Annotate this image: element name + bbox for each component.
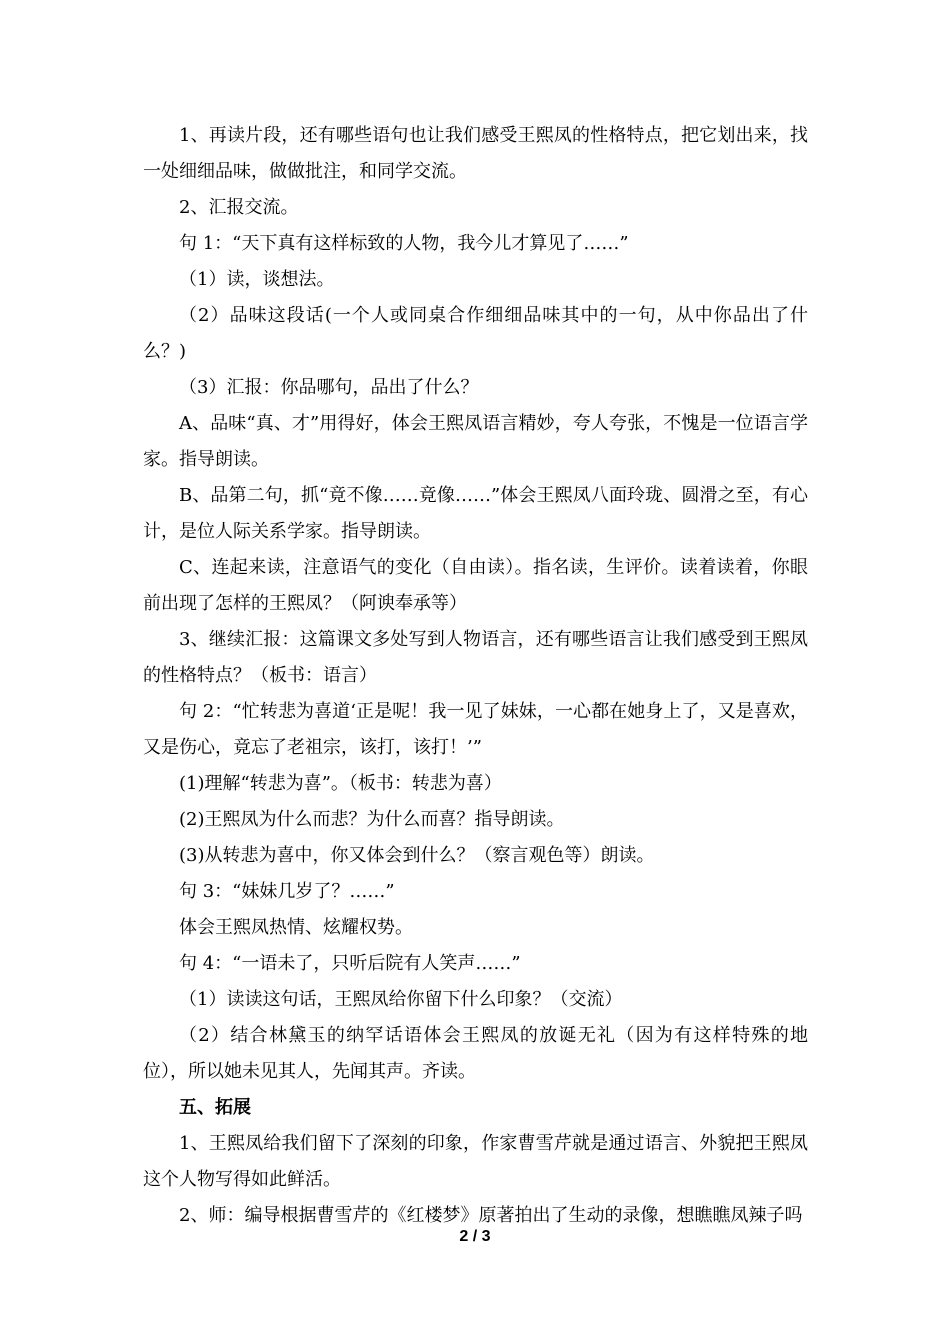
- paragraph-18: （1）读读这句话，王熙凤给你留下什么印象？（交流）: [179, 989, 623, 1010]
- paragraph-5: （2）品味这段话(一个人或同桌合作细细品味其中的一句，从中你品出了什么？): [143, 305, 808, 362]
- paragraph-19: （2）结合林黛玉的纳罕话语体会王熙凤的放诞无礼（因为有这样特殊的地位），所以她未见其人，先闻其声。齐读。: [143, 1025, 808, 1082]
- paragraph-14: (3)从转悲为喜中，你又体会到什么？（察言观色等）朗读。: [179, 845, 655, 866]
- paragraph-11: 句 2：“忙转悲为喜道‘正是呢！我一见了妹妹，一心都在她身上了，又是喜欢， 又是伤心，竟忘了老祖宗，该打，该打！’”: [143, 701, 814, 758]
- document-body: [143, 118, 814, 1234]
- paragraph-16: 体会王熙凤热情、炫耀权势。: [179, 917, 413, 938]
- paragraph-13: (2)王熙凤为什么而悲？为什么而喜？指导朗读。: [179, 809, 565, 830]
- section-heading: 五、拓展: [179, 1097, 251, 1118]
- paragraph-17: 句 4：“一语未了，只听后院有人笑声……”: [179, 953, 521, 974]
- section-paragraph-1: 1、王熙凤给我们留下了深刻的印象，作家曹雪芹就是通过语言、外貌把王熙凤这个人物写得如此鲜活。: [143, 1133, 808, 1190]
- paragraph-12: (1)理解“转悲为喜”。（板书：转悲为喜）: [179, 773, 502, 794]
- paragraph-6: （3）汇报：你品哪句，品出了什么？: [179, 377, 479, 398]
- paragraph-10: 3、继续汇报：这篇课文多处写到人物语言，还有哪些语言让我们感受到王熙凤的性格特点？（板书：语言）: [143, 629, 808, 686]
- paragraph-3: 句 1：“天下真有这样标致的人物，我今儿才算见了……”: [179, 233, 629, 254]
- paragraph-8: B、品第二句，抓“竟不像……竟像……”体会王熙凤八面玲珑、圆滑之至，有心计，是位人际关系学家。指导朗读。: [143, 485, 808, 542]
- paragraph-15: 句 3：“妹妹几岁了？……”: [179, 881, 395, 902]
- paragraph-1: 1、再读片段，还有哪些语句也让我们感受王熙凤的性格特点，把它划出来，找一处细细品味，做做批注，和同学交流。: [143, 125, 808, 182]
- paragraph-4: （1）读，谈想法。: [179, 269, 335, 290]
- paragraph-9: C、连起来读，注意语气的变化（自由读）。指名读，生评价。读着读着，你眼前出现了怎样的王熙凤？（阿谀奉承等）: [143, 557, 808, 614]
- section-paragraph-2: 2、师：编导根据曹雪芹的《红楼梦》原著拍出了生动的录像，想瞧瞧凤辣子吗: [179, 1205, 803, 1226]
- paragraph-7: A、品味“真、才”用得好，体会王熙凤语言精妙，夸人夸张，不愧是一位语言学家。指导朗读。: [143, 413, 808, 470]
- paragraph-2: 2、汇报交流。: [179, 197, 299, 218]
- page-number: 2 / 3: [459, 1228, 491, 1245]
